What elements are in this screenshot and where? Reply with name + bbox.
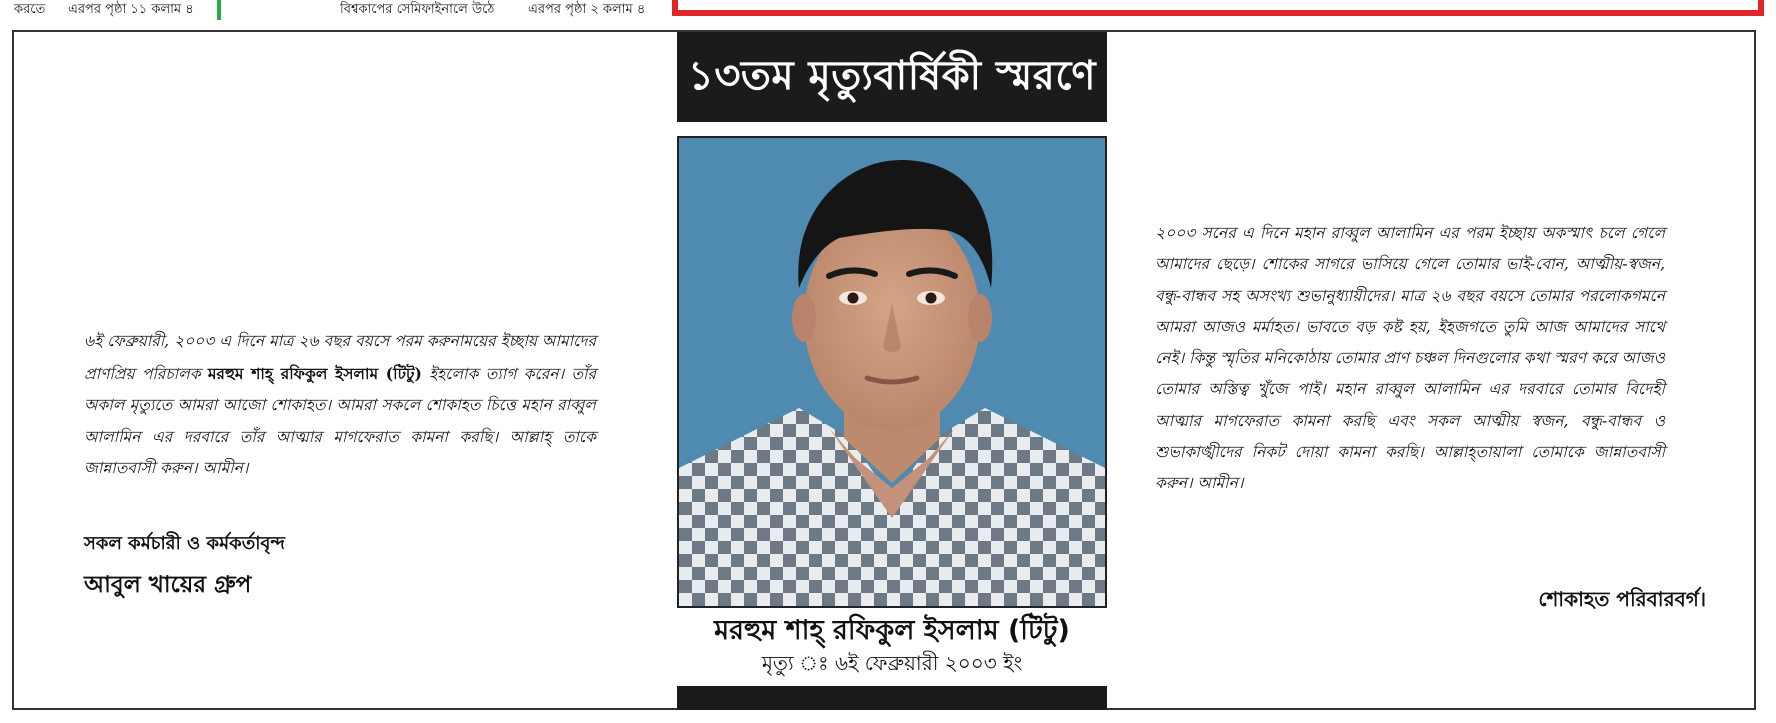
header-band (677, 32, 1107, 122)
family-tribute-paragraph: ২০০৩ সনের এ দিনে মহান রাব্বুল আলামিন এর পরম ইচ্ছায় অকস্মাৎ চলে গেলে আমাদের ছেড়ে। শোকের সাগরে ভাসিয়ে গেলে তোমার ভাই-বোন, আত্মীয়-স্বজন, বন্ধু-বান্ধব সহ অসংখ্য শুভানুধ্যায়ীদের। মাত্র ২৬ বছর বয়সে তোমার পরলোকগমনে আমরা আজও মর্মাহত। ভাবতে বড় কষ্ট হয়, ইহজগতে তুমি আজ আমাদের সাথে নেই। কিন্তু স্মৃতির মনিকোঠায় তোমার প্রাণ চঞ্চল দিনগুলোর কথা স্মরণ করে আজও তোমার অস্তিত্ব খুঁজে পাই। মহান রাব্বুল আলামিন এর দরবারে তোমার বিদেহী আত্মার মাগফেরাত কামনা করছি এবং সকল আত্মীয় স্বজন, বন্ধু-বান্ধব ও শুভাকাঙ্খীদের নিকট দোয়া কামনা করছি। আল্লাহ্তায়ালা তোমাকে জান্নাতবাসী করুন। আমীন। (1155, 224, 1665, 493)
newspaper-top-strip (0, 0, 1776, 26)
deceased-name: মরহুম শাহ্ রফিকুল ইসলাম (টিটু) (714, 615, 1070, 646)
bottom-bar (677, 686, 1107, 710)
death-date: মৃত্যু ঃ ৬ই ফেব্রুয়ারী ২০০৩ ইং (761, 651, 1023, 675)
top-strip-headline: বিশ্বকাপের সেমিফাইনালে উঠে (340, 2, 495, 17)
company-signature-staff: সকল কর্মচারী ও কর্মকর্তাবৃন্দ (84, 533, 285, 554)
top-strip-continuation-1: এরপর পৃষ্ঠা ১১ কলাম ৪ (68, 2, 194, 17)
family-signature: শোকাহত পরিবারবর্গ। (1538, 587, 1706, 611)
company-signature-group: আবুল খায়ের গ্রুপ (84, 572, 252, 598)
tribute-name-bold: মরহুম শাহ্ রফিকুল ইসলাম (টিটু) (207, 363, 422, 383)
tribute-text-part1: ৬ই ফেব্রুয়ারী, ২০০৩ এ দিনে মাত্র ২৬ বছর বয়সে পরম করুনাময়ের ইচ্ছায় আমাদের প্রাণপ্রিয় পরিচালক (84, 332, 596, 383)
red-bordered-box (672, 0, 1764, 16)
top-strip-continuation-2: এরপর পৃষ্ঠা ২ কলাম ৪ (528, 2, 646, 17)
memorial-title: ১৩তম মৃত্যুবার্ষিকী স্মরণে (687, 51, 1097, 99)
portrait-photo (677, 136, 1107, 608)
top-strip-text-1: করতে (14, 2, 46, 17)
company-tribute-paragraph (84, 326, 596, 485)
green-divider (217, 0, 221, 20)
tribute-text-part2: ইহলোক ত্যাগ করেন। তাঁর অকাল মৃত্যুতে আমরা আজো শোকাহত। আমরা সকলে শোকাহত চিত্তে মহান রাব্বুল আলামিন এর দরবারে তাঁর আত্মার মাগফেরাত কামনা করছি। আল্লাহ্ তাকে জান্নাতবাসী করুন। আমীন। (84, 364, 596, 478)
